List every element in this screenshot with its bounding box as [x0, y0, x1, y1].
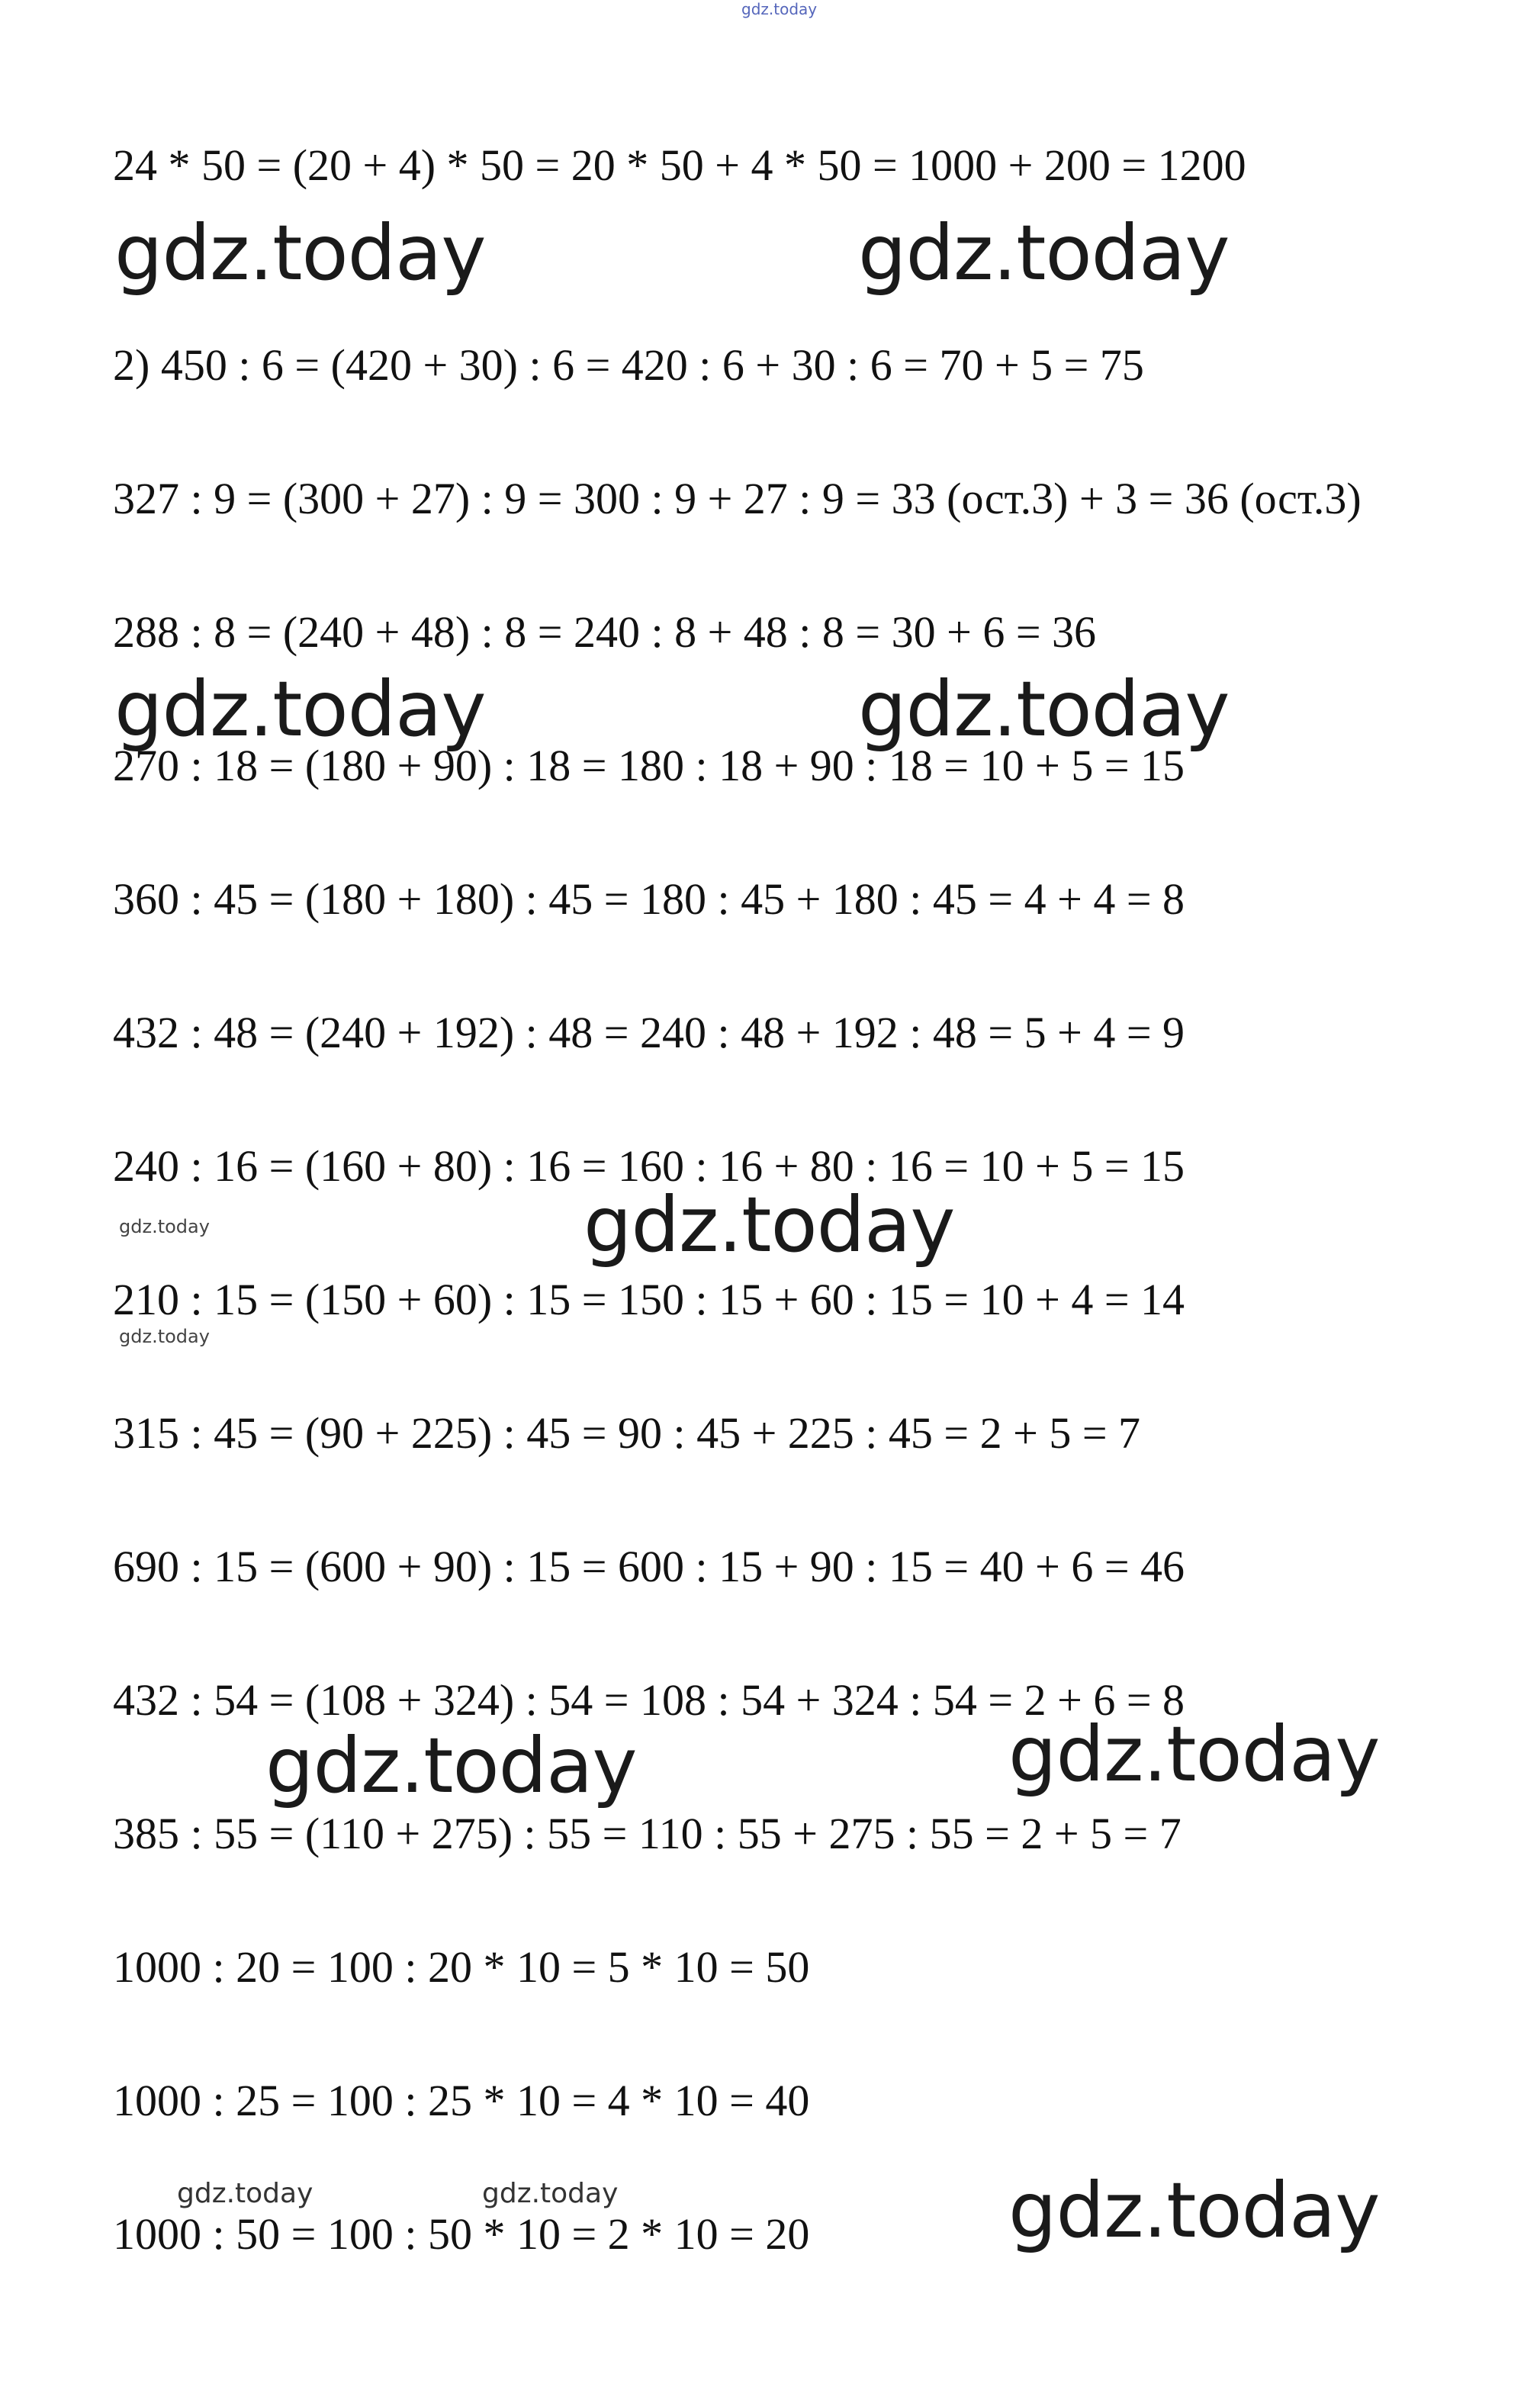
equation-line: 2) 450 : 6 = (420 + 30) : 6 = 420 : 6 + 30 : 6 = 70 + 5 = 75	[113, 340, 1144, 390]
equation-line: 360 : 45 = (180 + 180) : 45 = 180 : 45 + 180 : 45 = 4 + 4 = 8	[113, 874, 1185, 924]
watermark-small: gdz.today	[119, 1326, 210, 1347]
equation-line: 327 : 9 = (300 + 27) : 9 = 300 : 9 + 27 : 9 = 33 (ост.3) + 3 = 36 (ост.3)	[113, 474, 1362, 523]
equation-line: 432 : 54 = (108 + 324) : 54 = 108 : 54 + 324 : 54 = 2 + 6 = 8	[113, 1675, 1185, 1725]
equation-line: 240 : 16 = (160 + 80) : 16 = 160 : 16 + 80 : 16 = 10 + 5 = 15	[113, 1141, 1185, 1191]
equation-line: 288 : 8 = (240 + 48) : 8 = 240 : 8 + 48 : 8 = 30 + 6 = 36	[113, 607, 1097, 657]
watermark: gdz.today	[1008, 2166, 1380, 2255]
watermark: gdz.today	[858, 664, 1230, 754]
watermark: gdz.today	[265, 1721, 637, 1810]
equation-line: 1000 : 20 = 100 : 20 * 10 = 5 * 10 = 50	[113, 1942, 810, 1992]
equation-line: 1000 : 25 = 100 : 25 * 10 = 4 * 10 = 40	[113, 2076, 810, 2125]
equation-line: 24 * 50 = (20 + 4) * 50 = 20 * 50 + 4 * 50 = 1000 + 200 = 1200	[113, 140, 1246, 190]
equation-line: 432 : 48 = (240 + 192) : 48 = 240 : 48 + 192 : 48 = 5 + 4 = 9	[113, 1008, 1185, 1057]
watermark: gdz.today	[114, 208, 486, 298]
watermark-medium: gdz.today	[482, 2178, 619, 2209]
watermark-medium: gdz.today	[177, 2178, 313, 2209]
watermark: gdz.today	[858, 208, 1230, 298]
watermark: gdz.today	[114, 664, 486, 754]
watermark: gdz.today	[1008, 1710, 1380, 1799]
equation-line: 210 : 15 = (150 + 60) : 15 = 150 : 15 + 60 : 15 = 10 + 4 = 14	[113, 1275, 1185, 1324]
equation-line: 315 : 45 = (90 + 225) : 45 = 90 : 45 + 225 : 45 = 2 + 5 = 7	[113, 1408, 1141, 1458]
watermark-top: gdz.today	[741, 0, 818, 18]
watermark-small: gdz.today	[119, 1216, 210, 1237]
equation-line: 690 : 15 = (600 + 90) : 15 = 600 : 15 + 90 : 15 = 40 + 6 = 46	[113, 1542, 1185, 1591]
watermark: gdz.today	[584, 1180, 955, 1269]
equation-line: 385 : 55 = (110 + 275) : 55 = 110 : 55 + 275 : 55 = 2 + 5 = 7	[113, 1809, 1182, 1858]
equation-line: 270 : 18 = (180 + 90) : 18 = 180 : 18 + 90 : 18 = 10 + 5 = 15	[113, 741, 1185, 790]
equation-line: 1000 : 50 = 100 : 50 * 10 = 2 * 10 = 20	[113, 2209, 810, 2259]
